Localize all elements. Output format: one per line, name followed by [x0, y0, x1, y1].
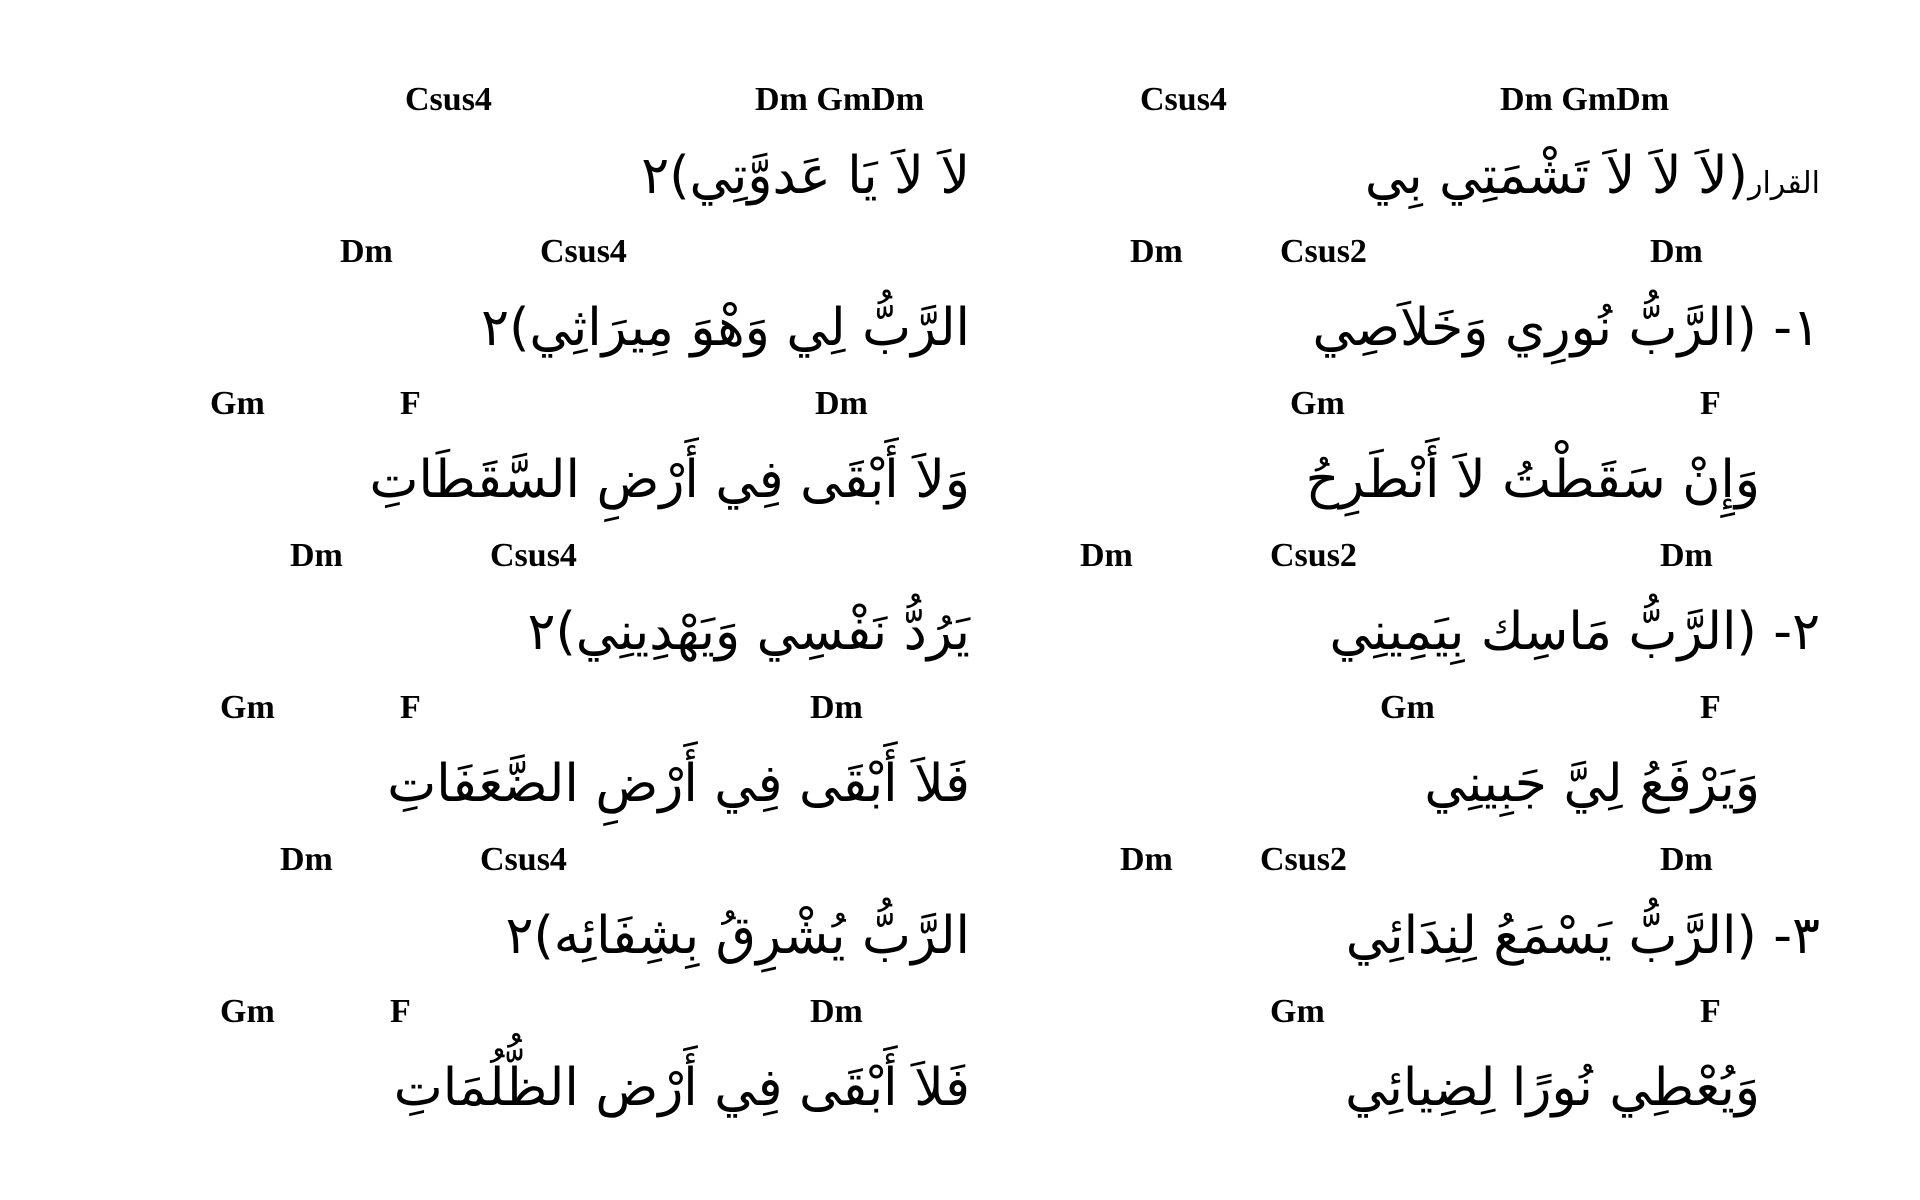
- chord: Gm: [1380, 689, 1435, 726]
- chord-row: [1060, 990, 1820, 1034]
- chord: Dm: [810, 993, 863, 1030]
- lyric-line: [210, 578, 970, 686]
- chord: Gm: [210, 385, 265, 422]
- lyric-line: [1060, 730, 1820, 838]
- chord: Dm: [1120, 841, 1173, 878]
- chord-row: [1060, 838, 1820, 882]
- lyric-line: [210, 122, 970, 230]
- chord: Csus4: [1140, 81, 1227, 118]
- right-line-5: [1060, 686, 1820, 838]
- lyric-line: [210, 1034, 970, 1142]
- right-line-1: [1060, 78, 1820, 230]
- left-line-2: [210, 230, 970, 382]
- chord: Dm: [1130, 233, 1183, 270]
- chord: Gm: [1290, 385, 1345, 422]
- chord: Dm: [1650, 233, 1703, 270]
- chord: Csus4: [490, 537, 577, 574]
- chord-row: [1060, 230, 1820, 274]
- lyric-text: وَلاَ أَبْقَى فِي أَرْضِ السَّقَطَاتِ: [369, 450, 970, 510]
- right-line-4: [1060, 534, 1820, 686]
- lyric-line: [1060, 274, 1820, 382]
- chord: Gm: [1270, 993, 1325, 1030]
- lyric-text: (الرَّبُّ نُورِي وَخَلاَصِي: [1312, 298, 1757, 358]
- lyric-text: وَيَرْفَعُ لِيَّ جَبِينِي: [1424, 754, 1760, 814]
- lyric-text: (لاَ لاَ لاَ تَشْمَتِي بِي: [1364, 146, 1748, 206]
- left-line-3: [210, 382, 970, 534]
- chord: Dm GmDm: [1500, 81, 1670, 118]
- chord-row: [210, 78, 970, 122]
- verse-number: ١-: [1773, 298, 1820, 358]
- chord-row: [210, 382, 970, 426]
- lyric-text: وَيُعْطِي نُورًا لِضِيائِي: [1345, 1058, 1760, 1118]
- chord-row: [1060, 534, 1820, 578]
- chord-row: [210, 686, 970, 730]
- chord: F: [1700, 993, 1721, 1030]
- chord: Dm: [1080, 537, 1133, 574]
- lyric-line: [1060, 882, 1820, 990]
- chord-row: [210, 990, 970, 1034]
- lyric-text: الرَّبُّ لِي وَهْوَ مِيرَاثِي)٢: [481, 298, 970, 358]
- chord: Dm: [810, 689, 863, 726]
- left-line-7: [210, 990, 970, 1142]
- chord: Dm GmDm: [755, 81, 925, 118]
- chord: Csus2: [1270, 537, 1357, 574]
- chord: Csus4: [480, 841, 567, 878]
- left-line-1: [210, 78, 970, 230]
- chord-row: [210, 230, 970, 274]
- right-line-2: [1060, 230, 1820, 382]
- refrain-marker: القرار: [1747, 166, 1820, 201]
- left-line-5: [210, 686, 970, 838]
- chord: F: [1700, 689, 1721, 726]
- chord: F: [390, 993, 411, 1030]
- right-line-6: [1060, 838, 1820, 990]
- chord: F: [400, 689, 421, 726]
- chord-row: [1060, 686, 1820, 730]
- lyric-text: يَرُدُّ نَفْسِي وَيَهْدِينِي)٢: [527, 602, 970, 662]
- lyric-line: [1060, 122, 1820, 230]
- chord: Csus2: [1280, 233, 1367, 270]
- verse-number: ٢-: [1773, 602, 1820, 662]
- lyric-text: وَإِنْ سَقَطْتُ لاَ أَنْطَرِحُ: [1305, 450, 1760, 510]
- verse-number: ٣-: [1773, 906, 1820, 966]
- lyric-text: (الرَّبُّ مَاسِك بِيَمِينِي: [1329, 602, 1757, 662]
- lyric-line: [1060, 1034, 1820, 1142]
- chord: Csus4: [540, 233, 627, 270]
- lyric-line: [210, 882, 970, 990]
- lyric-line: [1060, 426, 1820, 534]
- chord-row: [210, 838, 970, 882]
- left-line-6: [210, 838, 970, 990]
- left-column: [210, 78, 970, 1142]
- chord: Dm: [1660, 537, 1713, 574]
- right-line-7: [1060, 990, 1820, 1142]
- chord: Gm: [220, 689, 275, 726]
- chord: Gm: [220, 993, 275, 1030]
- chord-row: [1060, 78, 1820, 122]
- chord: Dm: [340, 233, 393, 270]
- lyric-text: فَلاَ أَبْقَى فِي أَرْضِ الضَّعَفَاتِ: [387, 754, 970, 814]
- right-column: [1060, 78, 1820, 1142]
- lyric-text: لاَ لاَ يَا عَدوَّتِي)٢: [641, 146, 970, 206]
- lyric-text: فَلاَ أَبْقَى فِي أَرْض الظُّلُمَاتِ: [393, 1058, 970, 1118]
- chord: Csus4: [405, 81, 492, 118]
- lyric-line: [1060, 578, 1820, 686]
- lyric-text: الرَّبُّ يُشْرِقُ بِشِفَائِه)٢: [505, 906, 970, 966]
- lyric-text: (الرَّبُّ يَسْمَعُ لِنِدَائِي: [1345, 906, 1757, 966]
- chord: Dm: [1660, 841, 1713, 878]
- lyric-line: [210, 426, 970, 534]
- lyric-line: [210, 730, 970, 838]
- left-line-4: [210, 534, 970, 686]
- chord: F: [1700, 385, 1721, 422]
- chord-row: [1060, 382, 1820, 426]
- chord: Dm: [815, 385, 868, 422]
- right-line-3: [1060, 382, 1820, 534]
- chord: F: [400, 385, 421, 422]
- lyric-line: [210, 274, 970, 382]
- chord: Csus2: [1260, 841, 1347, 878]
- chord: Dm: [280, 841, 333, 878]
- chord-row: [210, 534, 970, 578]
- chord: Dm: [290, 537, 343, 574]
